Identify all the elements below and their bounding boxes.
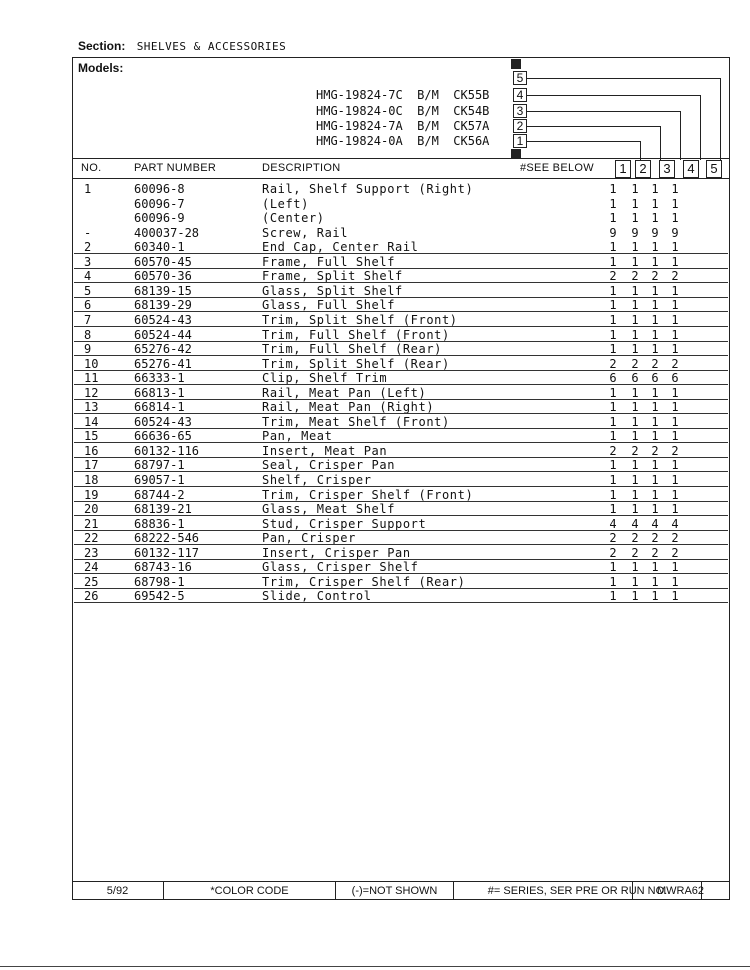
- row-description: (Left): [262, 196, 309, 211]
- row-part-number: 60570-45: [134, 254, 192, 269]
- row-item-number: 11: [84, 371, 99, 386]
- row-item-number: 25: [84, 574, 99, 589]
- row-quantity-3: 2: [651, 269, 659, 284]
- row-quantity-4: 1: [671, 502, 679, 517]
- model-line-4: HMG-19824-0A B/M CK56A: [316, 134, 490, 148]
- table-row: [72, 269, 730, 283]
- row-quantity-1: 1: [609, 429, 617, 444]
- row-item-number: 9: [84, 342, 92, 357]
- row-quantity-2: 1: [631, 560, 639, 575]
- row-item-number: 2: [84, 240, 92, 255]
- row-description: Insert, Meat Pan: [262, 443, 388, 458]
- row-description: Glass, Full Shelf: [262, 298, 396, 313]
- row-quantity-4: 1: [671, 327, 679, 342]
- table-row: [72, 517, 730, 531]
- table-row: [72, 182, 730, 196]
- header-description: DESCRIPTION: [262, 162, 341, 174]
- row-part-number: 68798-1: [134, 574, 185, 589]
- row-part-number: 68744-2: [134, 487, 185, 502]
- row-part-number: 60096-7: [134, 196, 185, 211]
- connector-line: [527, 78, 720, 79]
- row-description: Insert, Crisper Pan: [262, 545, 411, 560]
- row-part-number: 60340-1: [134, 240, 185, 255]
- row-quantity-4: 1: [671, 414, 679, 429]
- row-description: Glass, Meat Shelf: [262, 502, 396, 517]
- row-quantity-1: 1: [609, 458, 617, 473]
- row-description: End Cap, Center Rail: [262, 240, 419, 255]
- row-description: Rail, Shelf Support (Right): [262, 182, 474, 196]
- row-quantity-2: 1: [631, 574, 639, 589]
- model-line-2: HMG-19824-0C B/M CK54B: [316, 104, 490, 118]
- model-line-1: HMG-19824-7C B/M CK55B: [316, 88, 490, 102]
- row-item-number: 20: [84, 502, 99, 517]
- row-quantity-4: 1: [671, 254, 679, 269]
- table-row: [72, 371, 730, 385]
- table-row: [72, 211, 730, 225]
- row-part-number: 400037-28: [134, 225, 200, 240]
- row-quantity-1: 1: [609, 196, 617, 211]
- column-header-5: 5: [706, 160, 722, 178]
- row-quantity-1: 1: [609, 298, 617, 313]
- table-row: [72, 313, 730, 327]
- row-quantity-2: 2: [631, 443, 639, 458]
- row-quantity-4: 1: [671, 487, 679, 502]
- row-description: Rail, Meat Pan (Right): [262, 400, 435, 415]
- row-quantity-3: 1: [651, 429, 659, 444]
- row-description: Trim, Full Shelf (Front): [262, 327, 450, 342]
- row-description: Slide, Control: [262, 589, 372, 604]
- row-quantity-2: 2: [631, 531, 639, 546]
- row-quantity-3: 1: [651, 254, 659, 269]
- row-quantity-3: 2: [651, 531, 659, 546]
- row-quantity-1: 1: [609, 312, 617, 327]
- row-item-number: 12: [84, 385, 99, 400]
- row-quantity-4: 1: [671, 400, 679, 415]
- row-description: Frame, Split Shelf: [262, 269, 403, 284]
- row-quantity-2: 1: [631, 283, 639, 298]
- section-label: Section:: [78, 39, 126, 53]
- connector-line: [527, 126, 660, 127]
- row-quantity-4: 1: [671, 342, 679, 357]
- row-part-number: 68139-15: [134, 283, 192, 298]
- row-quantity-1: 1: [609, 589, 617, 604]
- connector-line: [660, 126, 661, 160]
- row-item-number: 24: [84, 560, 99, 575]
- table-row: [72, 197, 730, 211]
- header-see-below: #SEE BELOW: [520, 162, 594, 174]
- row-description: Glass, Split Shelf: [262, 283, 403, 298]
- row-quantity-1: 1: [609, 473, 617, 487]
- row-quantity-1: 1: [609, 414, 617, 429]
- row-item-number: 14: [84, 414, 99, 429]
- row-quantity-3: 4: [651, 516, 659, 531]
- row-description: Glass, Crisper Shelf: [262, 560, 419, 575]
- row-quantity-3: 1: [651, 574, 659, 589]
- row-quantity-3: 1: [651, 414, 659, 429]
- row-quantity-1: 6: [609, 371, 617, 386]
- models-label: Models:: [78, 61, 124, 75]
- row-quantity-3: 2: [651, 356, 659, 371]
- row-quantity-2: 1: [631, 487, 639, 502]
- row-underline: [74, 602, 728, 603]
- row-item-number: 5: [84, 283, 92, 298]
- row-quantity-2: 4: [631, 516, 639, 531]
- row-quantity-3: 1: [651, 298, 659, 313]
- column-header-4: 4: [683, 160, 699, 178]
- row-quantity-3: 2: [651, 545, 659, 560]
- row-item-number: 26: [84, 589, 99, 604]
- row-quantity-3: 1: [651, 240, 659, 255]
- row-quantity-3: 1: [651, 589, 659, 604]
- table-row: [72, 226, 730, 240]
- row-quantity-4: 1: [671, 182, 679, 196]
- row-quantity-2: 1: [631, 182, 639, 196]
- row-quantity-1: 1: [609, 254, 617, 269]
- row-quantity-1: 1: [609, 487, 617, 502]
- row-item-number: 7: [84, 312, 92, 327]
- row-quantity-1: 1: [609, 182, 617, 196]
- table-row: [72, 342, 730, 356]
- row-item-number: 21: [84, 516, 99, 531]
- footer: [72, 881, 730, 900]
- row-quantity-1: 1: [609, 211, 617, 226]
- row-quantity-4: 1: [671, 283, 679, 298]
- row-quantity-2: 1: [631, 473, 639, 487]
- row-quantity-4: 1: [671, 589, 679, 604]
- row-item-number: 1: [84, 182, 92, 196]
- row-part-number: 60524-44: [134, 327, 192, 342]
- row-quantity-2: 1: [631, 589, 639, 604]
- connector-line: [680, 111, 681, 160]
- row-quantity-3: 1: [651, 283, 659, 298]
- row-quantity-3: 2: [651, 443, 659, 458]
- row-quantity-4: 1: [671, 429, 679, 444]
- row-part-number: 66814-1: [134, 400, 185, 415]
- row-quantity-4: 1: [671, 211, 679, 226]
- row-quantity-2: 1: [631, 414, 639, 429]
- section-line: [78, 39, 286, 53]
- row-description: Trim, Split Shelf (Front): [262, 312, 458, 327]
- row-item-number: 23: [84, 545, 99, 560]
- row-quantity-1: 2: [609, 269, 617, 284]
- row-quantity-1: 1: [609, 327, 617, 342]
- row-quantity-4: 1: [671, 298, 679, 313]
- row-quantity-2: 1: [631, 342, 639, 357]
- row-quantity-4: 1: [671, 312, 679, 327]
- row-quantity-3: 1: [651, 502, 659, 517]
- row-item-number: 16: [84, 443, 99, 458]
- row-quantity-4: 1: [671, 385, 679, 400]
- row-quantity-2: 1: [631, 502, 639, 517]
- row-quantity-2: 9: [631, 225, 639, 240]
- row-quantity-3: 9: [651, 225, 659, 240]
- row-description: Seal, Crisper Pan: [262, 458, 396, 473]
- row-item-number: 15: [84, 429, 99, 444]
- row-quantity-3: 1: [651, 182, 659, 196]
- page-bottom-rule: [0, 966, 750, 967]
- row-description: Pan, Crisper: [262, 531, 356, 546]
- table-row: [72, 546, 730, 560]
- row-quantity-4: 1: [671, 196, 679, 211]
- model-box-4: 4: [513, 88, 527, 102]
- row-quantity-3: 6: [651, 371, 659, 386]
- row-quantity-4: 1: [671, 473, 679, 487]
- footer-not-shown: (-)=NOT SHOWN: [336, 882, 454, 900]
- row-quantity-2: 2: [631, 356, 639, 371]
- row-quantity-2: 1: [631, 298, 639, 313]
- row-quantity-2: 2: [631, 545, 639, 560]
- row-description: Clip, Shelf Trim: [262, 371, 388, 386]
- row-quantity-3: 1: [651, 473, 659, 487]
- row-quantity-2: 2: [631, 269, 639, 284]
- row-quantity-2: 6: [631, 371, 639, 386]
- row-quantity-4: 2: [671, 531, 679, 546]
- row-quantity-2: 1: [631, 385, 639, 400]
- table-row: [72, 240, 730, 254]
- footer-date: 5/92: [72, 882, 164, 900]
- table-row: [72, 531, 730, 545]
- model-box-2: 2: [513, 119, 527, 133]
- row-part-number: 60132-116: [134, 443, 200, 458]
- row-quantity-3: 1: [651, 211, 659, 226]
- row-quantity-2: 1: [631, 400, 639, 415]
- row-part-number: 65276-42: [134, 342, 192, 357]
- row-part-number: 66636-65: [134, 429, 192, 444]
- row-part-number: 60132-117: [134, 545, 200, 560]
- row-part-number: 68743-16: [134, 560, 192, 575]
- model-box-5: 5: [513, 71, 527, 85]
- table-row: [72, 575, 730, 589]
- row-description: Screw, Rail: [262, 225, 349, 240]
- table-row: [72, 429, 730, 443]
- table-row: [72, 502, 730, 516]
- row-quantity-2: 1: [631, 196, 639, 211]
- footer-doc-number: MWRA62: [632, 882, 728, 900]
- row-item-number: 10: [84, 356, 99, 371]
- model-box-1: 1: [513, 134, 527, 148]
- row-quantity-2: 1: [631, 240, 639, 255]
- row-description: Frame, Full Shelf: [262, 254, 396, 269]
- row-part-number: 60096-9: [134, 211, 185, 226]
- row-quantity-1: 1: [609, 502, 617, 517]
- row-quantity-4: 1: [671, 574, 679, 589]
- row-quantity-2: 1: [631, 327, 639, 342]
- table-row: [72, 328, 730, 342]
- row-quantity-1: 1: [609, 574, 617, 589]
- header-no: NO.: [81, 162, 102, 174]
- row-part-number: 68139-21: [134, 502, 192, 517]
- row-description: Stud, Crisper Support: [262, 516, 427, 531]
- row-part-number: 60570-36: [134, 269, 192, 284]
- row-part-number: 65276-41: [134, 356, 192, 371]
- table-row: [72, 400, 730, 414]
- row-quantity-1: 1: [609, 560, 617, 575]
- table-row: [72, 473, 730, 487]
- footer-color-code: *COLOR CODE: [164, 882, 336, 900]
- row-quantity-3: 1: [651, 385, 659, 400]
- connector-line: [720, 78, 721, 160]
- row-description: (Center): [262, 211, 325, 226]
- table-row: [72, 444, 730, 458]
- footer-series: #= SERIES, SER PRE OR RUN NO.: [454, 882, 702, 900]
- row-item-number: 4: [84, 269, 92, 284]
- row-item-number: 3: [84, 254, 92, 269]
- column-header-2: 2: [635, 160, 651, 178]
- row-quantity-1: 1: [609, 342, 617, 357]
- row-description: Pan, Meat: [262, 429, 333, 444]
- row-description: Shelf, Crisper: [262, 473, 372, 487]
- row-item-number: 22: [84, 531, 99, 546]
- row-quantity-3: 1: [651, 487, 659, 502]
- row-description: Rail, Meat Pan (Left): [262, 385, 427, 400]
- row-quantity-4: 1: [671, 560, 679, 575]
- row-part-number: 69542-5: [134, 589, 185, 604]
- table-row: [72, 386, 730, 400]
- row-part-number: 68222-546: [134, 531, 200, 546]
- row-description: Trim, Meat Shelf (Front): [262, 414, 450, 429]
- row-description: Trim, Crisper Shelf (Front): [262, 487, 474, 502]
- row-quantity-1: 1: [609, 240, 617, 255]
- table-row: [72, 415, 730, 429]
- table-row: [72, 488, 730, 502]
- row-quantity-3: 1: [651, 327, 659, 342]
- model-box-3: 3: [513, 104, 527, 118]
- row-quantity-3: 1: [651, 342, 659, 357]
- row-item-number: 6: [84, 298, 92, 313]
- row-quantity-4: 1: [671, 240, 679, 255]
- row-description: Trim, Full Shelf (Rear): [262, 342, 442, 357]
- row-item-number: 17: [84, 458, 99, 473]
- row-quantity-4: 1: [671, 458, 679, 473]
- row-part-number: 68797-1: [134, 458, 185, 473]
- table-row: [72, 255, 730, 269]
- row-item-number: 19: [84, 487, 99, 502]
- model-line-3: HMG-19824-7A B/M CK57A: [316, 119, 490, 133]
- row-quantity-1: 1: [609, 400, 617, 415]
- row-part-number: 69057-1: [134, 473, 185, 487]
- table-row: [72, 298, 730, 312]
- row-quantity-3: 1: [651, 312, 659, 327]
- row-quantity-2: 1: [631, 254, 639, 269]
- row-quantity-2: 1: [631, 429, 639, 444]
- row-quantity-1: 9: [609, 225, 617, 240]
- row-quantity-3: 1: [651, 400, 659, 415]
- connector-line: [527, 141, 640, 142]
- column-header-1: 1: [615, 160, 631, 178]
- column-header-3: 3: [659, 160, 675, 178]
- row-quantity-1: 2: [609, 356, 617, 371]
- row-part-number: 68139-29: [134, 298, 192, 313]
- section-value: SHELVES & ACCESSORIES: [136, 40, 287, 53]
- connector-line: [700, 95, 701, 160]
- row-quantity-4: 2: [671, 356, 679, 371]
- table-row: [72, 357, 730, 371]
- row-quantity-2: 1: [631, 458, 639, 473]
- connector-line: [527, 95, 700, 96]
- row-quantity-1: 1: [609, 385, 617, 400]
- row-quantity-4: 4: [671, 516, 679, 531]
- row-quantity-4: 2: [671, 269, 679, 284]
- row-part-number: 60524-43: [134, 414, 192, 429]
- connector-line: [527, 111, 680, 112]
- row-quantity-2: 1: [631, 312, 639, 327]
- row-part-number: 66333-1: [134, 371, 185, 386]
- row-description: Trim, Crisper Shelf (Rear): [262, 574, 466, 589]
- row-quantity-3: 1: [651, 458, 659, 473]
- row-item-number: -: [84, 225, 92, 240]
- stack-marker-icon: [511, 59, 521, 69]
- table-row: [72, 560, 730, 574]
- row-quantity-1: 1: [609, 283, 617, 298]
- header-part-number: PART NUMBER: [134, 162, 217, 174]
- row-quantity-3: 1: [651, 560, 659, 575]
- row-quantity-3: 1: [651, 196, 659, 211]
- row-part-number: 66813-1: [134, 385, 185, 400]
- row-part-number: 68836-1: [134, 516, 185, 531]
- table-row: [72, 458, 730, 472]
- row-part-number: 60096-8: [134, 182, 185, 196]
- row-quantity-4: 6: [671, 371, 679, 386]
- row-part-number: 60524-43: [134, 312, 192, 327]
- row-item-number: 18: [84, 473, 99, 487]
- row-quantity-1: 2: [609, 545, 617, 560]
- header-bottom-rule: [72, 178, 730, 179]
- row-description: Trim, Split Shelf (Rear): [262, 356, 450, 371]
- row-quantity-1: 2: [609, 531, 617, 546]
- row-item-number: 13: [84, 400, 99, 415]
- table-row: [72, 589, 730, 603]
- row-quantity-4: 2: [671, 443, 679, 458]
- row-quantity-4: 9: [671, 225, 679, 240]
- row-quantity-2: 1: [631, 211, 639, 226]
- table-row: [72, 284, 730, 298]
- header-top-rule: [72, 158, 730, 159]
- row-quantity-4: 2: [671, 545, 679, 560]
- row-item-number: 8: [84, 327, 92, 342]
- row-quantity-1: 2: [609, 443, 617, 458]
- row-quantity-1: 4: [609, 516, 617, 531]
